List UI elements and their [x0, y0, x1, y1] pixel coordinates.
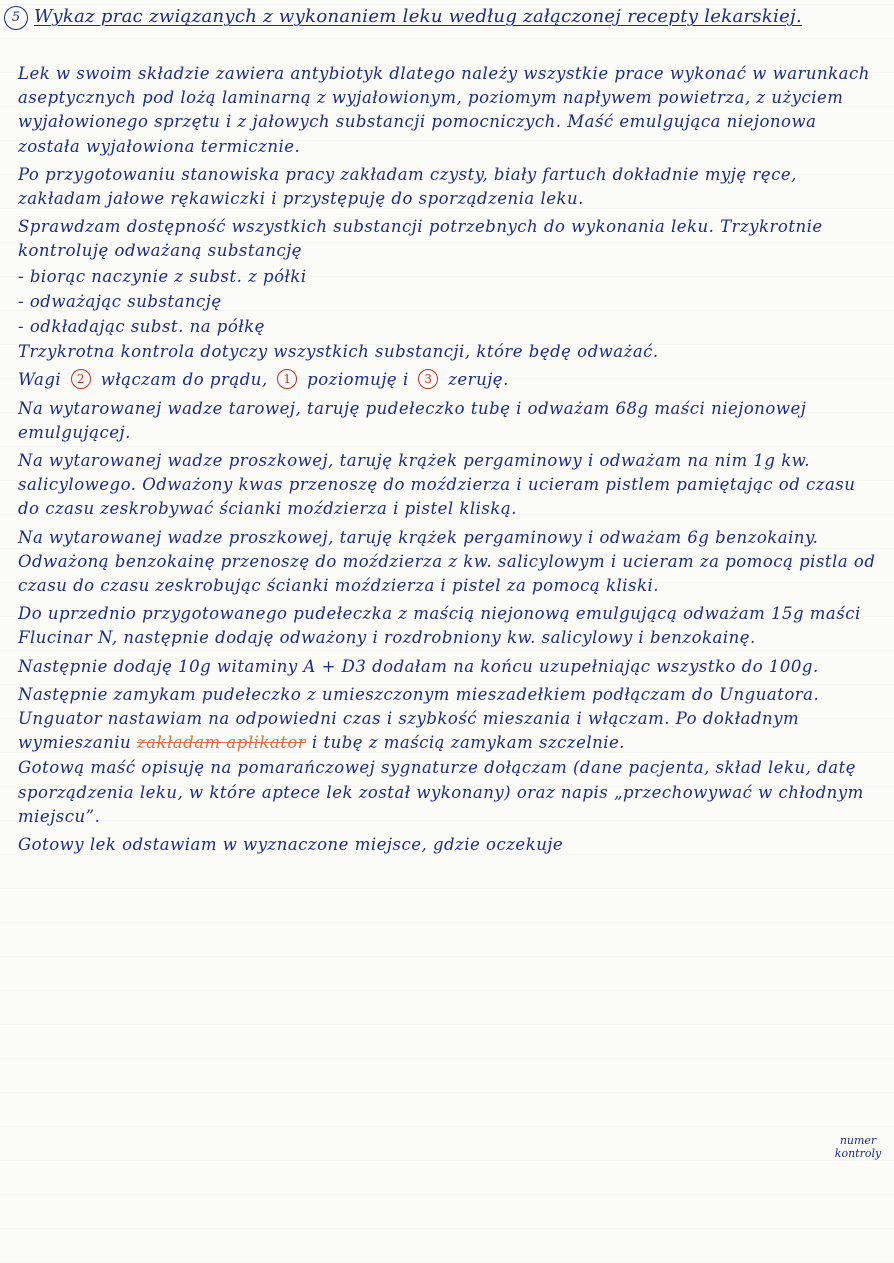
paragraph-preparation: Po przygotowaniu stanowiska pracy zakładam czysty, biały fartuch dokładnie myję ręce, zakładam jałowe rękawiczki i przystępuję do sporządzenia leku.	[18, 164, 797, 209]
paragraph-unguator	[18, 683, 878, 756]
list-item: - biorąc naczynie z subst. z półki	[18, 266, 307, 286]
section-number-circle: 5	[4, 6, 28, 30]
list-item: - odkładając subst. na półkę	[18, 317, 265, 337]
list-item: - odważając substancję	[18, 291, 222, 311]
paragraph-vitamins: Następnie dodaję 10g witaminy A + D3 dodałam na końcu uzupełniając wszystko do 100g.	[18, 656, 819, 676]
margin-note: numer kontroly	[834, 1134, 882, 1160]
paragraph-check: Sprawdzam dostępność wszystkich substancji potrzebnych do wykonania leku. Trzykrotnie kontroluję odważaną substancję	[18, 217, 823, 261]
unguator-text: Następnie zamykam pudełeczko z umieszczonym mieszadełkiem podłączam do Unguatora. Unguator nastawiam na odpowiedni czas i szybkość mieszania i włączam. Po dokładnym wymieszaniu	[18, 684, 820, 753]
scale-text-1: włączam do prądu,	[100, 370, 268, 390]
title-row	[4, 4, 888, 30]
paragraph-salicylic: Na wytarowanej wadze proszkowej, taruję krążek pergaminowy i odważam na nim 1g kw. salicylowego. Odważony kwas przenoszę do moździerza i ucieram pistlem pamiętając od czasu do czasu zeskrobywać ścianki moździerza i pistel kliską.	[18, 451, 856, 519]
scale-text-start: Wagi	[18, 370, 62, 390]
paragraph-scales	[18, 368, 878, 392]
paragraph-ointment: Na wytarowanej wadze tarowej, taruję pudełeczko tubę i odważam 68g maści niejonowej emulgującej.	[18, 398, 807, 442]
body-text	[18, 62, 878, 861]
unguator-text-end: i tubę z maścią zamykam szczelnie.	[311, 733, 626, 753]
scale-text-3: zeruję.	[448, 370, 509, 390]
paragraph-final: Gotowy lek odstawiam w wyznaczone miejsce, gdzie oczekuje	[18, 835, 564, 855]
scale-text-2: poziomuję i	[307, 370, 409, 390]
crossed-out-text: zakładam aplikator	[136, 733, 307, 753]
page-title: Wykaz prac związanych z wykonaniem leku według załączonej recepty lekarskiej.	[34, 6, 803, 27]
paragraph-aseptic: Lek w swoim składzie zawiera antybiotyk dlatego należy wszystkie prace wykonać w warunkach aseptycznych pod lożą laminarną z wyjałowionym, poziomym napływem powietrza, z użyciem wyjałowionego sprzętu i z jałowych substancji pomocniczych. Maść emulgująca niejonowa została wyjałowiona termicznie.	[18, 64, 870, 156]
paragraph-benzocaine: Na wytarowanej wadze proszkowej, taruję krążek pergaminowy i odważam 6g benzokainy. Odważoną benzokainę przenoszę do moździerza z kw. salicylowym i ucieram za pomocą pistla od czasu do czasu zeskrobując ścianki moździerza i pistel za pomocą kliski.	[18, 527, 876, 596]
order-mark-1: 1	[277, 369, 297, 389]
paragraph-flucinar: Do uprzednio przygotowanego pudełeczka z maścią niejonową emulgującą odważam 15g maści Flucinar N, następnie dodaję odważony i rozdrobniony kw. salicylowy i benzokainę.	[18, 604, 861, 648]
order-mark-2: 2	[71, 369, 91, 389]
paragraph-label: Gotową maść opisuję na pomarańczowej sygnaturze dołączam (dane pacjenta, skład leku, datę sporządzenia leku, w które aptece lek został wykonany) oraz napis „przechowywać w chłodnym miejscu”.	[18, 758, 864, 826]
paragraph-control: Trzykrotna kontrola dotyczy wszystkich substancji, które będę odważać.	[18, 342, 659, 362]
order-mark-3: 3	[418, 369, 438, 389]
